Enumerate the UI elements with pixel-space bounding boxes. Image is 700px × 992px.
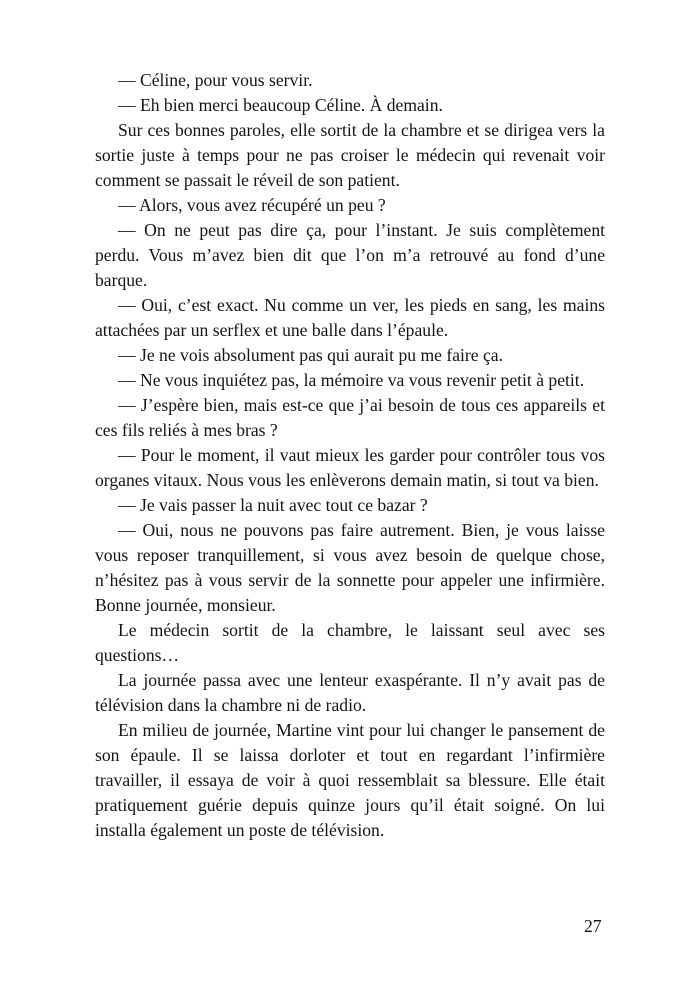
paragraph: La journée passa avec une lenteur exaspérante. Il n’y avait pas de télévision dans la chambre ni de radio. — [95, 670, 605, 715]
paragraph: Le médecin sortit de la chambre, le laissant seul avec ses questions… — [95, 620, 605, 665]
paragraph: — Céline, pour vous servir. — [118, 70, 313, 90]
paragraph: — Je ne vois absolument pas qui aurait pu me faire ça. — [118, 345, 503, 365]
paragraph: — Eh bien merci beaucoup Céline. À demain. — [118, 95, 443, 115]
paragraph: — Oui, nous ne pouvons pas faire autrement. Bien, je vous laisse vous reposer tranquillement, si vous avez besoin de quelque chose, n’hésitez pas à vous servir de la sonnette pour appeler une infirmière. Bonne journée, monsieur. — [95, 520, 605, 615]
paragraph: — Alors, vous avez récupéré un peu ? — [118, 195, 386, 215]
paragraph: — Pour le moment, il vaut mieux les garder pour contrôler tous vos organes vitaux. Nous vous les enlèverons demain matin, si tout va bien. — [95, 445, 605, 490]
paragraph: — Ne vous inquiétez pas, la mémoire va vous revenir petit à petit. — [118, 370, 585, 390]
paragraph: — On ne peut pas dire ça, pour l’instant. Je suis complètement perdu. Vous m’avez bien dit que l’on m’a retrouvé au fond d’une barque. — [95, 220, 605, 290]
paragraph: Sur ces bonnes paroles, elle sortit de la chambre et se dirigea vers la sortie juste à temps pour ne pas croiser le médecin qui revenait voir comment se passait le réveil de son patient. — [95, 120, 605, 190]
page-number: 27 — [584, 916, 602, 936]
paragraph: — Oui, c’est exact. Nu comme un ver, les pieds en sang, les mains attachées par un serflex et une balle dans l’épaule. — [95, 295, 605, 340]
paragraph: — Je vais passer la nuit avec tout ce bazar ? — [118, 495, 428, 515]
paragraph: En milieu de journée, Martine vint pour lui changer le pansement de son épaule. Il se laissa dorloter et tout en regardant l’infirmière travailler, il essaya de voir à quoi ressemblait sa blessure. Elle était pratiquement guérie depuis quinze jours qu’il était soigné. On lui installa également un poste de télévision. — [95, 720, 605, 840]
paragraph: — J’espère bien, mais est-ce que j’ai besoin de tous ces appareils et ces fils reliés à mes bras ? — [95, 395, 605, 440]
page-body — [95, 68, 605, 843]
